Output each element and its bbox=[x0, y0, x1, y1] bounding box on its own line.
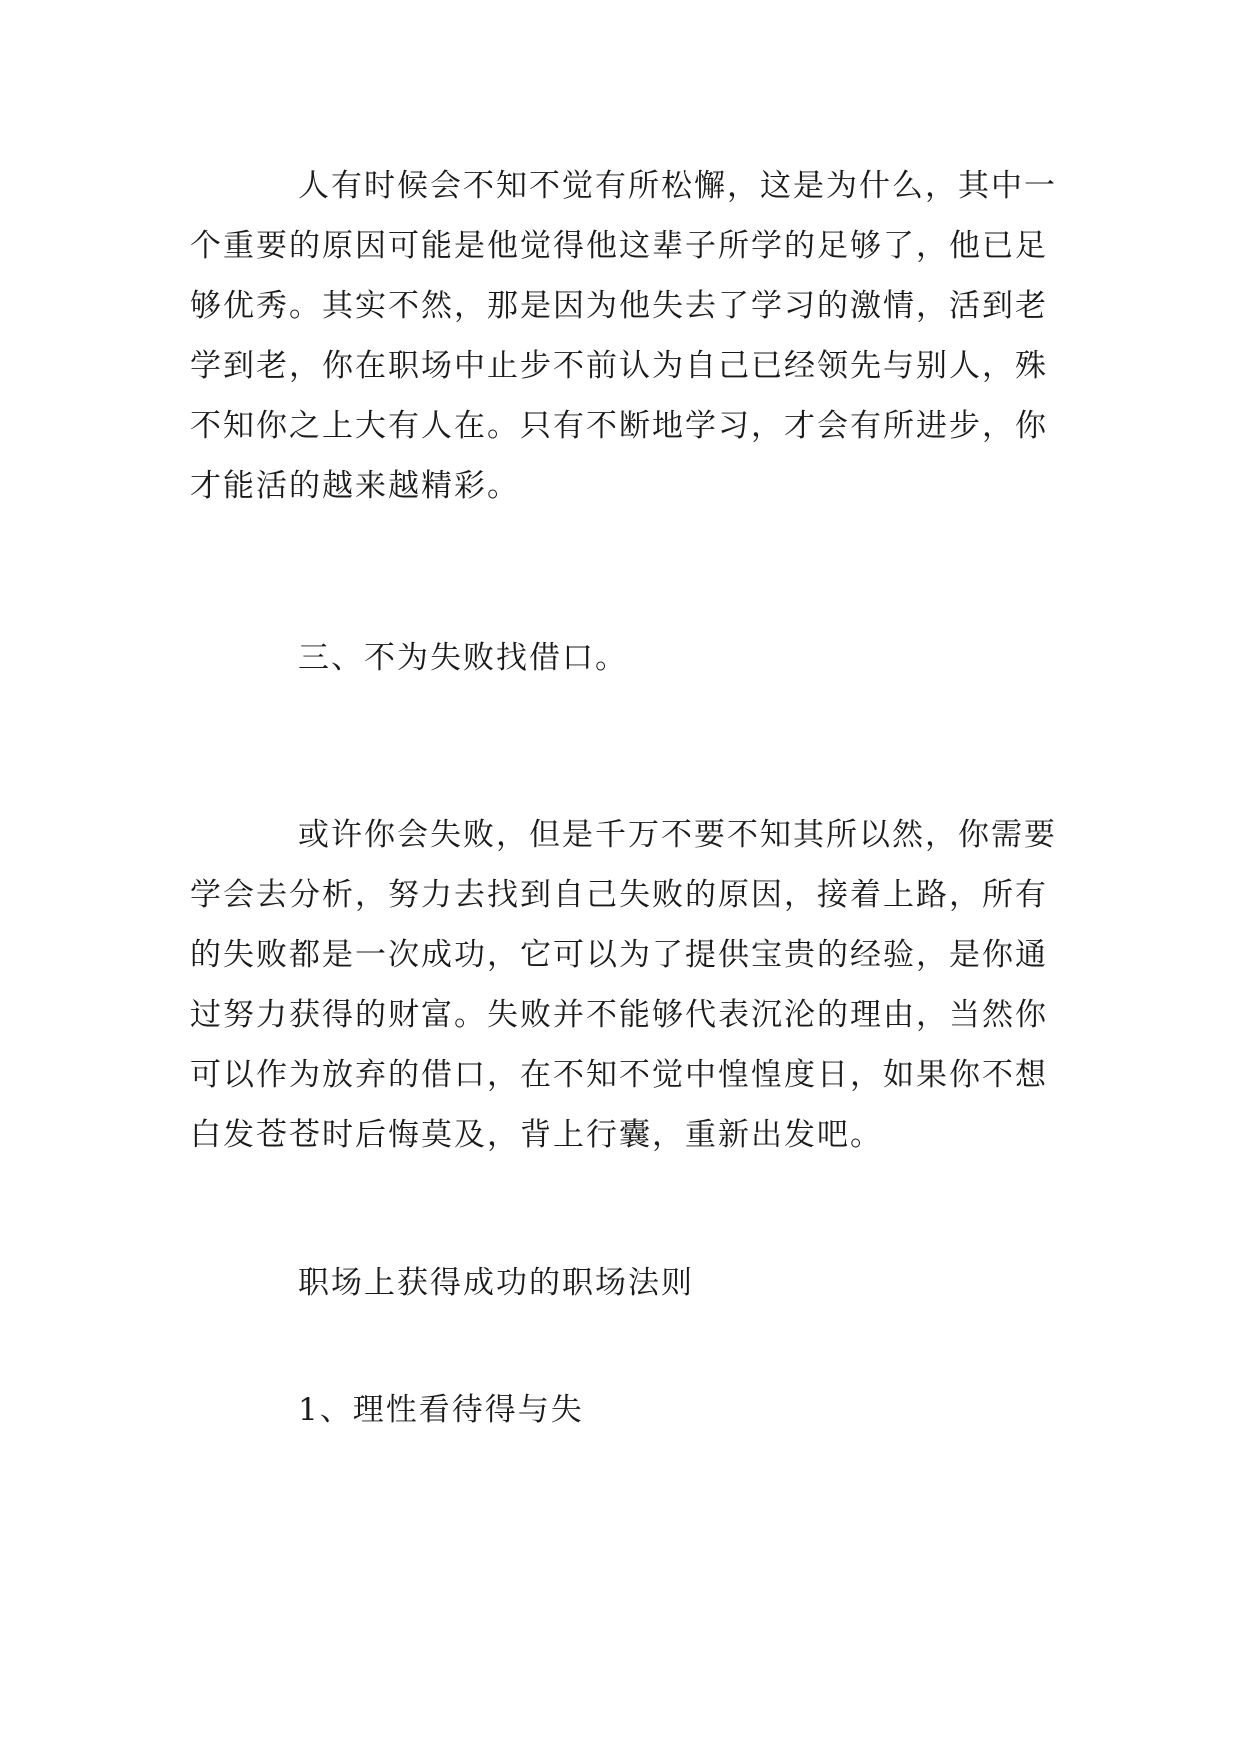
paragraph-line: 个重要的原因可能是他觉得他这辈子所学的足够了，他已足 bbox=[190, 228, 1048, 264]
paragraph-line: 或许你会失败，但是千万不要不知其所以然，你需要 bbox=[298, 817, 1057, 853]
paragraph-line: 不知你之上大有人在。只有不断地学习，才会有所进步，你 bbox=[190, 408, 1048, 444]
paragraph-line: 学会去分析，努力去找到自己失败的原因，接着上路，所有 bbox=[190, 877, 1048, 913]
section-title-workplace-rules: 职场上获得成功的职场法则 bbox=[298, 1265, 694, 1301]
paragraph-line: 的失败都是一次成功，它可以为了提供宝贵的经验，是你通 bbox=[190, 937, 1048, 973]
paragraph-line: 可以作为放弃的借口，在不知不觉中惶惶度日，如果你不想 bbox=[190, 1057, 1048, 1093]
section-heading-no-excuses: 三、不为失败找借口。 bbox=[298, 640, 628, 676]
paragraph-line: 人有时候会不知不觉有所松懈，这是为什么，其中一 bbox=[298, 168, 1057, 204]
paragraph-line: 过努力获得的财富。失败并不能够代表沉沦的理由，当然你 bbox=[190, 997, 1048, 1033]
paragraph-line: 才能活的越来越精彩。 bbox=[190, 468, 520, 504]
paragraph-failure bbox=[190, 805, 1057, 1165]
paragraph-line: 学到老，你在职场中止步不前认为自己已经领先与别人，殊 bbox=[190, 348, 1048, 384]
paragraph-line: 白发苍苍时后悔莫及，背上行囊，重新出发吧。 bbox=[190, 1117, 883, 1153]
paragraph-line: 够优秀。其实不然，那是因为他失去了学习的激情，活到老 bbox=[190, 288, 1048, 324]
list-item-rational-gain-loss: 1、理性看待得与失 bbox=[298, 1392, 584, 1428]
paragraph-learning bbox=[190, 156, 1057, 516]
